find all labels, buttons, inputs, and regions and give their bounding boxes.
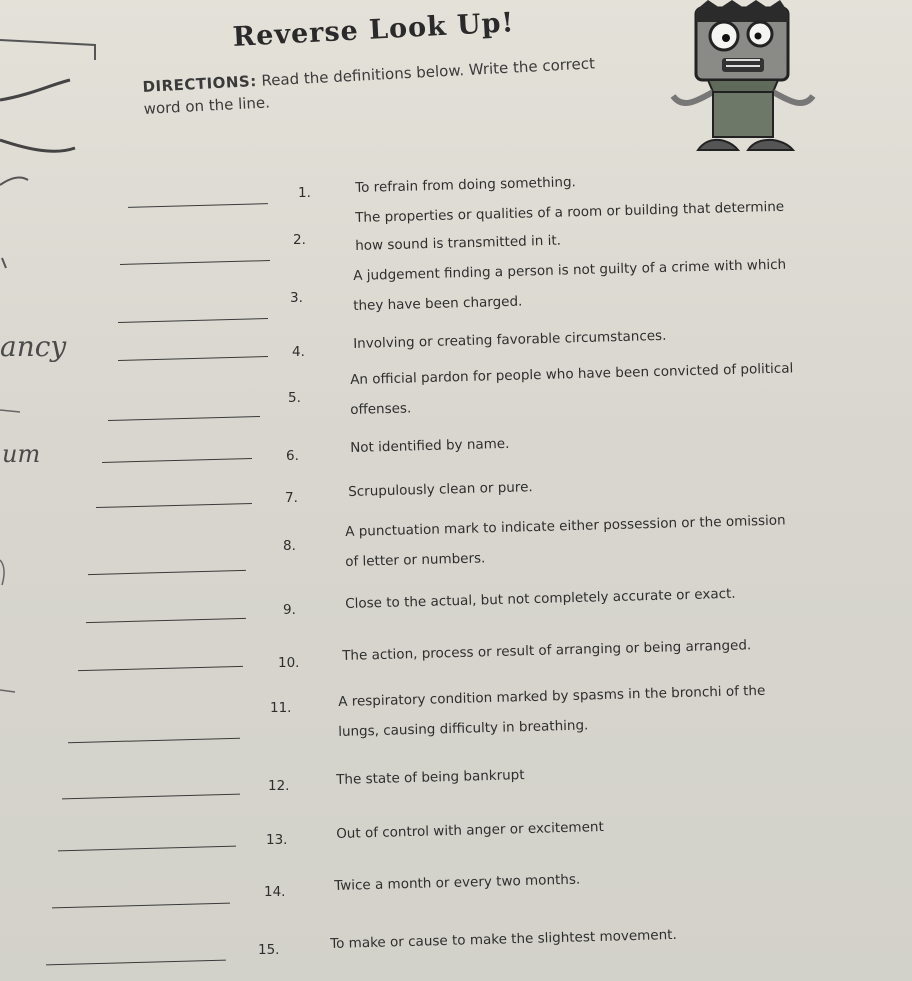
item-number-2: 2.	[293, 232, 306, 248]
definition-text-8: A punctuation mark to indicate either possession or the omission	[345, 512, 786, 540]
item-number-11: 11.	[270, 700, 292, 716]
definition-text-11: A respiratory condition marked by spasms in the bronchi of the	[338, 682, 766, 710]
definition-text-11-cont: lungs, causing difficulty in breathing.	[338, 717, 589, 740]
answer-line-3[interactable]	[118, 318, 268, 323]
item-number-6: 6.	[286, 448, 299, 464]
answer-line-2[interactable]	[120, 260, 270, 265]
item-number-7: 7.	[285, 490, 298, 506]
directions-body: Read the definitions below. Write the correct word on the line.	[143, 54, 596, 118]
answer-line-11[interactable]	[68, 738, 240, 744]
margin-note-2: um	[2, 440, 41, 468]
answer-line-5[interactable]	[108, 416, 260, 421]
answer-line-8[interactable]	[88, 570, 246, 575]
definition-text-2: The properties or qualities of a room or building that determine	[355, 198, 785, 226]
definition-text-10: The action, process or result of arranging or being arranged.	[342, 637, 752, 664]
definition-text-1: To refrain from doing something.	[355, 174, 577, 196]
answer-line-1[interactable]	[128, 203, 268, 208]
item-number-8: 8.	[283, 538, 296, 554]
item-number-13: 13.	[266, 832, 288, 848]
answer-line-12[interactable]	[62, 794, 240, 800]
answer-line-7[interactable]	[96, 503, 252, 508]
item-number-12: 12.	[268, 778, 290, 794]
answer-line-9[interactable]	[86, 618, 246, 623]
definition-text-9: Close to the actual, but not completely accurate or exact.	[345, 585, 736, 612]
definition-text-8-cont: of letter or numbers.	[345, 550, 486, 570]
definition-text-12: The state of being bankrupt	[336, 767, 525, 788]
definition-text-3-cont: they have been charged.	[353, 293, 523, 314]
answer-line-10[interactable]	[78, 666, 243, 671]
answer-line-13[interactable]	[58, 846, 236, 852]
answer-line-14[interactable]	[52, 903, 230, 909]
definition-text-2-cont: how sound is transmitted in it.	[355, 232, 562, 254]
definition-text-3: A judgement finding a person is not guilty of a crime with which	[353, 256, 787, 284]
definition-text-5-cont: offenses.	[350, 400, 412, 418]
item-number-15: 15.	[258, 942, 280, 958]
directions-label: DIRECTIONS:	[142, 72, 258, 96]
definition-text-7: Scrupulously clean or pure.	[348, 479, 533, 500]
answer-line-6[interactable]	[102, 458, 252, 463]
definition-text-6: Not identified by name.	[350, 435, 510, 456]
item-number-3: 3.	[290, 290, 303, 306]
margin-note-1: ancy	[0, 330, 67, 363]
answer-line-15[interactable]	[46, 960, 226, 966]
definition-text-4: Involving or creating favorable circumstances.	[353, 327, 667, 352]
definition-text-14: Twice a month or every two months.	[334, 871, 581, 894]
definition-text-13: Out of control with anger or excitement	[336, 818, 604, 842]
worksheet-title: Reverse Look Up!	[232, 7, 516, 53]
item-number-1: 1.	[298, 185, 311, 201]
item-number-10: 10.	[278, 655, 300, 671]
item-number-4: 4.	[292, 344, 305, 360]
item-number-5: 5.	[288, 390, 301, 406]
answer-line-4[interactable]	[118, 356, 268, 361]
item-number-9: 9.	[283, 602, 296, 618]
definition-text-15: To make or cause to make the slightest movement.	[330, 926, 677, 952]
item-number-14: 14.	[264, 884, 286, 900]
definition-text-5: An official pardon for people who have been convicted of political	[350, 360, 794, 388]
